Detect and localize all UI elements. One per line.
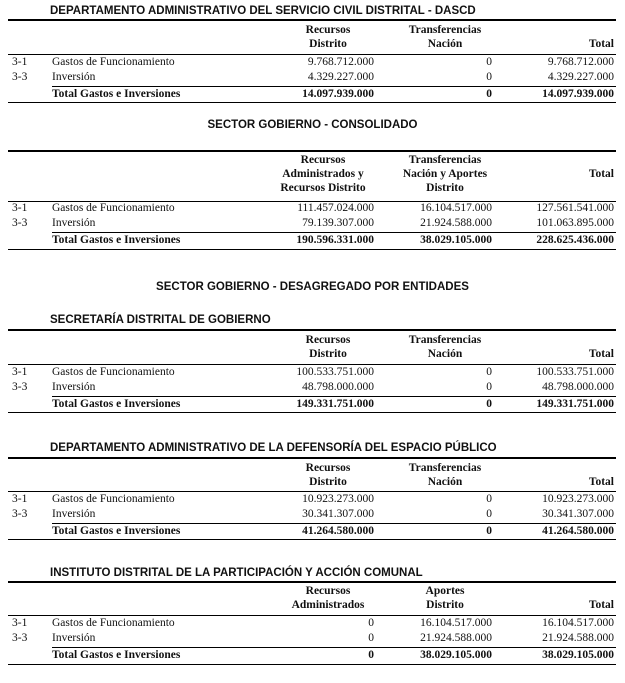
- header-col-2: Transferencias Nación: [408, 24, 482, 50]
- header-col-3: Total: [588, 38, 614, 50]
- section-banner: SECTOR GOBIERNO - DESAGREGADO POR ENTIDADES: [156, 281, 469, 293]
- row-value-3: 30.341.307.000: [542, 508, 614, 520]
- row-value-1: 10.923.273.000: [302, 493, 374, 505]
- row-value-1: 0: [368, 617, 374, 629]
- total-row: [8, 397, 616, 412]
- total-value-2: 0: [486, 88, 492, 100]
- section-title: DEPARTAMENTO ADMINISTRATIVO DEL SERVICIO CIVIL DISTRITAL - DASCD: [50, 5, 476, 17]
- budget-table-secretaria: [8, 329, 616, 413]
- row-code: 3-3: [12, 381, 28, 393]
- table-row: [8, 70, 616, 85]
- row-value-1: 4.329.227.000: [307, 71, 374, 83]
- table-top-rule: [8, 329, 616, 331]
- table-row: [8, 507, 616, 522]
- table-row: [8, 380, 616, 395]
- row-desc: Gastos de Funcionamiento: [52, 617, 175, 629]
- row-desc: Gastos de Funcionamiento: [52, 202, 175, 214]
- total-label: Total Gastos e Inversiones: [52, 88, 181, 100]
- table-top-rule: [8, 457, 616, 459]
- row-code: 3-3: [12, 217, 28, 229]
- header-col-1: Recursos Administrados y Recursos Distrito: [280, 154, 366, 194]
- total-value-1: 190.596.331.000: [296, 234, 374, 246]
- row-value-2: 0: [486, 493, 492, 505]
- header-col-2: Transferencias Nación: [408, 334, 482, 360]
- table-row: [8, 216, 616, 231]
- row-value-2: 0: [486, 508, 492, 520]
- row-value-1: 9.768.712.000: [307, 56, 374, 68]
- budget-table-defensoria: [8, 457, 616, 541]
- table-bottom-rule: [8, 249, 616, 250]
- row-code: 3-1: [12, 617, 28, 629]
- row-desc: Inversión: [52, 217, 96, 229]
- section-title: INSTITUTO DISTRITAL DE LA PARTICIPACIÓN Y ACCIÓN COMUNAL: [50, 567, 423, 579]
- row-value-1: 30.341.307.000: [302, 508, 374, 520]
- row-value-2: 21.924.588.000: [420, 217, 492, 229]
- row-code: 3-1: [12, 56, 28, 68]
- header-col-1: Recursos Distrito: [305, 24, 351, 50]
- row-value-3: 16.104.517.000: [542, 617, 614, 629]
- section-title: SECRETARÍA DISTRITAL DE GOBIERNO: [50, 314, 271, 326]
- header-col-3: Total: [588, 168, 614, 180]
- total-value-2: 38.029.105.000: [420, 649, 492, 661]
- row-value-3: 4.329.227.000: [547, 71, 614, 83]
- table-row: [8, 55, 616, 70]
- row-value-2: 16.104.517.000: [420, 617, 492, 629]
- row-value-3: 48.798.000.000: [542, 381, 614, 393]
- total-label: Total Gastos e Inversiones: [52, 525, 181, 537]
- row-desc: Gastos de Funcionamiento: [52, 56, 175, 68]
- row-value-1: 79.139.307.000: [302, 217, 374, 229]
- budget-table-idpac: [8, 581, 616, 666]
- row-code: 3-3: [12, 71, 28, 83]
- row-value-3: 9.768.712.000: [547, 56, 614, 68]
- table-bottom-rule: [8, 102, 616, 103]
- row-value-2: 21.924.588.000: [420, 632, 492, 644]
- table-bottom-rule: [8, 539, 616, 540]
- table-row: [8, 492, 616, 507]
- table-row: [8, 616, 616, 631]
- row-code: 3-1: [12, 493, 28, 505]
- row-value-1: 0: [368, 632, 374, 644]
- row-value-2: 0: [486, 366, 492, 378]
- total-value-1: 0: [368, 649, 374, 661]
- budget-table-consolidado: [8, 150, 616, 250]
- row-value-1: 111.457.024.000: [297, 202, 374, 214]
- row-value-3: 100.533.751.000: [536, 366, 614, 378]
- total-value-2: 0: [486, 525, 492, 537]
- row-value-1: 100.533.751.000: [296, 366, 374, 378]
- total-value-1: 14.097.939.000: [302, 88, 374, 100]
- header-col-2: Aportes Distrito: [425, 585, 465, 611]
- table-row: [8, 201, 616, 216]
- row-value-1: 48.798.000.000: [302, 381, 374, 393]
- table-top-rule: [8, 19, 616, 21]
- header-col-3: Total: [588, 599, 614, 611]
- header-col-1: Recursos Distrito: [305, 334, 351, 360]
- budget-table-dascd: [8, 19, 616, 103]
- row-value-2: 0: [486, 71, 492, 83]
- row-value-3: 10.923.273.000: [542, 493, 614, 505]
- total-value-2: 38.029.105.000: [420, 234, 492, 246]
- row-desc: Inversión: [52, 71, 96, 83]
- total-value-3: 149.331.751.000: [536, 398, 614, 410]
- table-top-rule: [8, 581, 616, 583]
- section-title: DEPARTAMENTO ADMINISTRATIVO DE LA DEFENSORÍA DEL ESPACIO PÚBLICO: [50, 442, 497, 454]
- total-value-1: 149.331.751.000: [296, 398, 374, 410]
- total-value-3: 38.029.105.000: [542, 649, 614, 661]
- total-value-3: 228.625.436.000: [536, 234, 614, 246]
- row-value-3: 101.063.895.000: [536, 217, 614, 229]
- total-value-1: 41.264.580.000: [302, 525, 374, 537]
- total-row: [8, 233, 616, 248]
- row-desc: Gastos de Funcionamiento: [52, 493, 175, 505]
- table-bottom-rule: [8, 664, 616, 665]
- header-col-2: Transferencias Nación: [408, 462, 482, 488]
- header-col-1: Recursos Distrito: [305, 462, 351, 488]
- row-code: 3-3: [12, 632, 28, 644]
- total-row: [8, 524, 616, 539]
- row-code: 3-1: [12, 202, 28, 214]
- header-col-2: Transferencias Nación y Aportes Distrito: [402, 154, 488, 194]
- row-value-3: 127.561.541.000: [536, 202, 614, 214]
- row-desc: Inversión: [52, 632, 96, 644]
- section-title: SECTOR GOBIERNO - CONSOLIDADO: [207, 119, 418, 131]
- row-code: 3-1: [12, 366, 28, 378]
- total-value-3: 41.264.580.000: [542, 525, 614, 537]
- row-code: 3-3: [12, 508, 28, 520]
- total-value-2: 0: [486, 398, 492, 410]
- total-label: Total Gastos e Inversiones: [52, 234, 181, 246]
- row-desc: Inversión: [52, 508, 96, 520]
- total-label: Total Gastos e Inversiones: [52, 398, 181, 410]
- row-desc: Gastos de Funcionamiento: [52, 366, 175, 378]
- total-label: Total Gastos e Inversiones: [52, 649, 181, 661]
- row-value-2: 0: [486, 381, 492, 393]
- row-value-2: 0: [486, 56, 492, 68]
- table-row: [8, 631, 616, 646]
- row-value-2: 16.104.517.000: [420, 202, 492, 214]
- table-row: [8, 365, 616, 380]
- total-row: [8, 87, 616, 102]
- total-row: [8, 648, 616, 663]
- header-col-3: Total: [588, 348, 614, 360]
- table-bottom-rule: [8, 412, 616, 413]
- table-top-rule: [8, 150, 616, 152]
- row-desc: Inversión: [52, 381, 96, 393]
- row-value-3: 21.924.588.000: [542, 632, 614, 644]
- header-col-3: Total: [588, 476, 614, 488]
- header-col-1: Recursos Administrados: [291, 585, 365, 611]
- total-value-3: 14.097.939.000: [542, 88, 614, 100]
